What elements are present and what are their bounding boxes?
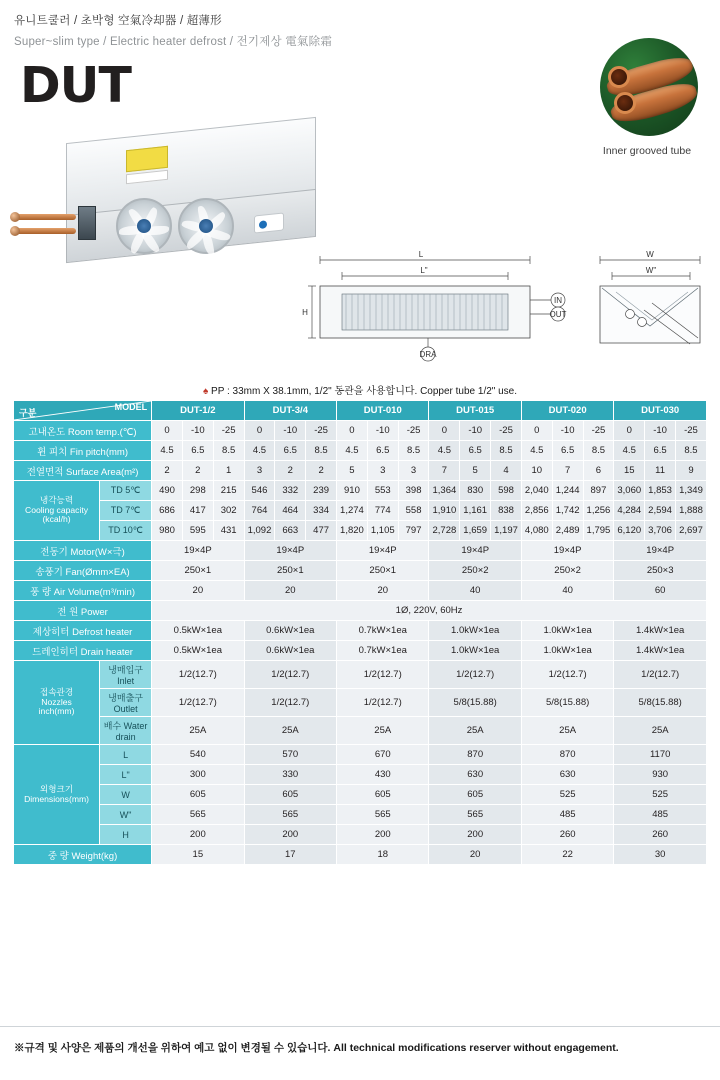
data-cell: 0 [244,421,275,441]
data-cell: 430 [337,765,429,785]
page-title: DUT [20,57,131,114]
data-cell: 2,728 [429,521,460,541]
table-header-row [14,401,707,421]
footer-note: ※규격 및 사양은 제품의 개선을 위하여 예고 없이 변경될 수 있습니다. All technical modifications reserver without engagement. [14,1042,619,1054]
data-cell: 4.5 [429,441,460,461]
data-cell: 464 [275,501,306,521]
row-label: 고내온도 Room temp.(℃) [14,421,152,441]
data-cell: 1.0kW×1ea [429,641,521,661]
specification-table-wrapper [13,400,707,865]
data-cell: 200 [337,825,429,845]
sub-label: 냉매입구 Inlet [100,661,152,689]
data-cell: 25A [152,717,244,745]
data-cell: 250×2 [521,561,613,581]
data-cell: 1,244 [552,481,583,501]
data-cell: 260 [521,825,613,845]
data-cell: 595 [182,521,213,541]
data-cell: 6.5 [460,441,491,461]
data-cell: 334 [306,501,337,521]
dim-label-l2: L" [420,266,428,275]
data-cell: 2,489 [552,521,583,541]
data-cell: 0.7kW×1ea [337,621,429,641]
data-cell: 0.5kW×1ea [152,621,244,641]
data-cell: 1/2(12.7) [152,661,244,689]
data-cell: 4.5 [337,441,368,461]
row-label: 전동기 Motor(W×극) [14,541,152,561]
data-cell: 2,697 [675,521,706,541]
dim-label-drain: DRA [419,350,437,359]
data-cell: 250×1 [244,561,336,581]
data-cell: 553 [367,481,398,501]
data-cell: 0.6kW×1ea [244,641,336,661]
row-label-cooling-capacity: 냉각능력 Cooling capacity (kcal/h) [14,481,100,541]
data-cell: -10 [460,421,491,441]
data-cell: 10 [521,461,552,481]
table-row [14,421,707,441]
sub-label: 냉매출구 Outlet [100,689,152,717]
data-cell: 1/2(12.7) [429,661,521,689]
data-cell: 980 [152,521,183,541]
data-cell: 2,040 [521,481,552,501]
sub-label: W [100,785,152,805]
data-cell: 4,284 [614,501,645,521]
data-cell: 30 [614,845,707,865]
data-cell: 1,092 [244,521,275,541]
table-row [14,561,707,581]
data-cell: 1/2(12.7) [521,661,613,689]
data-cell: 5/8(15.88) [429,689,521,717]
data-cell: 1,161 [460,501,491,521]
model-header-3: DUT-010 [337,401,429,421]
data-cell: 4.5 [614,441,645,461]
row-label: 송풍기 Fan(Ømm×EA) [14,561,152,581]
data-cell: 1 [213,461,244,481]
data-cell: -25 [675,421,706,441]
data-cell: 1170 [614,745,707,765]
table-row [14,689,707,717]
table-row [14,765,707,785]
sub-label: TD 5℃ [100,481,152,501]
model-header-6: DUT-030 [614,401,707,421]
data-cell: 6.5 [645,441,676,461]
data-cell: 670 [337,745,429,765]
data-cell: 764 [244,501,275,521]
dim-label-in: IN [554,296,562,305]
data-cell: 2 [306,461,337,481]
data-cell: 22 [521,845,613,865]
data-cell: 1,364 [429,481,460,501]
data-cell: 19×4P [429,541,521,561]
row-label-weight: 중 량 Weight(kg) [14,845,152,865]
data-cell: -25 [398,421,429,441]
model-header-1: DUT-1/2 [152,401,244,421]
product-illustration [6,110,346,270]
data-cell: 302 [213,501,244,521]
data-cell: 605 [244,785,336,805]
data-cell: 3,706 [645,521,676,541]
data-cell: 4 [491,461,522,481]
specification-table [13,400,707,865]
data-cell: 300 [152,765,244,785]
table-row [14,661,707,689]
data-cell: 330 [244,765,336,785]
page-header [0,0,720,210]
data-cell: 7 [429,461,460,481]
data-cell: 11 [645,461,676,481]
data-cell: 6.5 [275,441,306,461]
data-cell: 4.5 [152,441,183,461]
data-cell: 605 [337,785,429,805]
data-cell: 200 [429,825,521,845]
data-cell: 417 [182,501,213,521]
data-cell: 1.4kW×1ea [614,621,707,641]
row-label-dimensions: 외형크기 Dimensions(mm) [14,745,100,845]
copper-tube-note [0,382,720,397]
data-cell: 485 [521,805,613,825]
sub-label: TD 10℃ [100,521,152,541]
data-cell: 540 [152,745,244,765]
data-cell: 630 [521,765,613,785]
brand-badge-icon [254,212,284,233]
data-cell: -25 [306,421,337,441]
row-label: 제상히터 Defrost heater [14,621,152,641]
data-cell: 6.5 [182,441,213,461]
data-cell: 239 [306,481,337,501]
data-cell: 930 [614,765,707,785]
data-cell: 546 [244,481,275,501]
data-cell: 1,888 [675,501,706,521]
dim-label-w: W [646,250,654,259]
data-cell: 6 [583,461,614,481]
data-cell: 9 [675,461,706,481]
data-cell: 20 [244,581,336,601]
data-cell: 1,659 [460,521,491,541]
data-cell: 1/2(12.7) [337,661,429,689]
data-cell: -25 [583,421,614,441]
header-line-english: Super~slim type / Electric heater defrost / 전기제상 電氣除霜 [14,36,333,48]
data-cell: 797 [398,521,429,541]
row-label: 휜 피치 Fin pitch(mm) [14,441,152,461]
data-cell: 19×4P [337,541,429,561]
data-cell: -10 [275,421,306,441]
data-cell: 0 [337,421,368,441]
photo-caption: Inner grooved tube [602,145,692,157]
data-cell: 25A [521,717,613,745]
data-cell: 398 [398,481,429,501]
row-label: 드레인히터 Drain heater [14,641,152,661]
data-cell: 0.5kW×1ea [152,641,244,661]
data-cell: 19×4P [244,541,336,561]
data-cell: 250×3 [614,561,707,581]
data-cell: 6.5 [367,441,398,461]
data-cell: 200 [152,825,244,845]
data-cell: 565 [337,805,429,825]
data-cell: 431 [213,521,244,541]
data-cell: 25A [244,717,336,745]
fan-icon [116,198,172,254]
data-cell: 25A [337,717,429,745]
data-cell: 5/8(15.88) [521,689,613,717]
data-cell: 40 [521,581,613,601]
data-cell: -10 [552,421,583,441]
data-cell: 260 [614,825,707,845]
data-cell: 18 [337,845,429,865]
data-cell: 332 [275,481,306,501]
data-cell: 1,820 [337,521,368,541]
dimension-drawings [300,248,710,378]
data-cell: 200 [244,825,336,845]
table-corner-cell [14,401,152,421]
data-cell: 1.4kW×1ea [614,641,707,661]
table-row [14,641,707,661]
inner-grooved-tube-photo [600,38,698,136]
data-cell: 19×4P [521,541,613,561]
data-cell: 8.5 [213,441,244,461]
table-row [14,441,707,461]
data-cell: 25A [614,717,707,745]
table-row [14,581,707,601]
table-row [14,541,707,561]
model-header-4: DUT-015 [429,401,521,421]
data-cell: 1,853 [645,481,676,501]
data-cell: 8.5 [583,441,614,461]
data-cell: 1.0kW×1ea [521,621,613,641]
data-cell: 4.5 [521,441,552,461]
data-cell: 298 [182,481,213,501]
data-cell: 1,197 [491,521,522,541]
table-row [14,745,707,765]
dim-label-w2: W" [645,266,657,275]
data-cell: 477 [306,521,337,541]
data-cell: 4,080 [521,521,552,541]
dim-label-l: L [418,250,424,259]
data-cell: 5/8(15.88) [614,689,707,717]
dim-label-out: OUT [549,310,567,319]
data-cell: -10 [645,421,676,441]
data-cell: 525 [521,785,613,805]
data-cell: 0 [429,421,460,441]
row-label: 전 원 Power [14,601,152,621]
data-cell: 6.5 [552,441,583,461]
data-cell: 870 [429,745,521,765]
row-label-nozzles: 접속관경 Nozzles inch(mm) [14,661,100,745]
table-row [14,845,707,865]
data-cell: 15 [152,845,244,865]
corner-model-label: MODEL [114,402,148,412]
data-cell: 3 [244,461,275,481]
model-header-2: DUT-3/4 [244,401,336,421]
data-cell: 3,060 [614,481,645,501]
data-cell: 0 [152,421,183,441]
data-cell: 0 [614,421,645,441]
data-cell: -25 [491,421,522,441]
data-cell: 570 [244,745,336,765]
data-cell: 6,120 [614,521,645,541]
model-header-5: DUT-020 [521,401,613,421]
sub-label: 배수 Water drain [100,717,152,745]
data-cell: 1.0kW×1ea [429,621,521,641]
data-cell: -25 [213,421,244,441]
data-cell: 1,256 [583,501,614,521]
data-cell: 490 [152,481,183,501]
data-cell: 250×1 [152,561,244,581]
data-cell: 2 [152,461,183,481]
table-row [14,621,707,641]
data-cell: 1/2(12.7) [152,689,244,717]
data-cell: 1/2(12.7) [244,689,336,717]
data-cell: 215 [213,481,244,501]
data-cell: 565 [244,805,336,825]
table-row [14,805,707,825]
row-label: 전열면적 Surface Area(m²) [14,461,152,481]
data-cell: 60 [614,581,707,601]
data-cell: 663 [275,521,306,541]
data-cell: 8.5 [398,441,429,461]
data-cell: 1,349 [675,481,706,501]
dim-label-h: H [302,308,308,317]
data-cell: 830 [460,481,491,501]
data-cell: 4.5 [244,441,275,461]
data-cell: 558 [398,501,429,521]
data-cell: 3 [398,461,429,481]
data-cell: 2,856 [521,501,552,521]
sub-label: W" [100,805,152,825]
corner-gubun-label: 구분 [19,408,37,418]
data-cell: 1,795 [583,521,614,541]
diamond-icon: ♠ [202,386,209,397]
data-cell: -10 [367,421,398,441]
data-cell: 15 [614,461,645,481]
data-cell: 870 [521,745,613,765]
data-cell: 20 [152,581,244,601]
data-cell: 8.5 [675,441,706,461]
data-cell: 8.5 [306,441,337,461]
data-cell: 250×1 [337,561,429,581]
data-cell: 1.0kW×1ea [521,641,613,661]
data-cell: 7 [552,461,583,481]
data-cell: 1/2(12.7) [614,661,707,689]
data-cell: 1,105 [367,521,398,541]
table-row [14,481,707,501]
data-cell: 630 [429,765,521,785]
data-cell: 0.6kW×1ea [244,621,336,641]
fan-icon [178,198,234,254]
data-cell: 774 [367,501,398,521]
data-cell: 598 [491,481,522,501]
data-cell: 2 [275,461,306,481]
data-cell: 2 [182,461,213,481]
data-cell: 838 [491,501,522,521]
data-cell: 0 [521,421,552,441]
data-cell: 20 [337,581,429,601]
copper-tube-note-text: PP : 33mm X 38.1mm, 1/2" 동관을 사용합니다. Copper tube 1/2" use. [211,386,518,397]
sub-label: L [100,745,152,765]
data-cell: 5 [337,461,368,481]
footer-divider [0,1026,720,1027]
sub-label: H [100,825,152,845]
data-cell: 5 [460,461,491,481]
data-cell-merged: 1Ø, 220V, 60Hz [152,601,707,621]
data-cell: 485 [614,805,707,825]
data-cell: 8.5 [491,441,522,461]
data-cell: 25A [429,717,521,745]
sub-label: L" [100,765,152,785]
data-cell: 0.7kW×1ea [337,641,429,661]
data-cell: 19×4P [152,541,244,561]
data-cell: 565 [429,805,521,825]
data-cell: 250×2 [429,561,521,581]
table-row [14,521,707,541]
data-cell: 1/2(12.7) [337,689,429,717]
data-cell: 1,274 [337,501,368,521]
header-line-korean: 유니트쿨러 / 초박형 空氣冷却器 / 超薄形 [14,15,222,27]
sub-label: TD 7℃ [100,501,152,521]
data-cell: 1/2(12.7) [244,661,336,689]
data-cell: 17 [244,845,336,865]
data-cell: 910 [337,481,368,501]
table-row [14,785,707,805]
data-cell: 525 [614,785,707,805]
data-cell: 3 [367,461,398,481]
table-row [14,825,707,845]
data-cell: 565 [152,805,244,825]
row-label: 풍 량 Air Volume(m³/min) [14,581,152,601]
data-cell: 605 [429,785,521,805]
data-cell: 686 [152,501,183,521]
data-cell: 897 [583,481,614,501]
data-cell: -10 [182,421,213,441]
table-row [14,461,707,481]
data-cell: 40 [429,581,521,601]
data-cell: 1,910 [429,501,460,521]
data-cell: 605 [152,785,244,805]
data-cell: 20 [429,845,521,865]
data-cell: 2,594 [645,501,676,521]
data-cell: 1,742 [552,501,583,521]
table-row [14,717,707,745]
table-row [14,601,707,621]
data-cell: 19×4P [614,541,707,561]
table-row [14,501,707,521]
